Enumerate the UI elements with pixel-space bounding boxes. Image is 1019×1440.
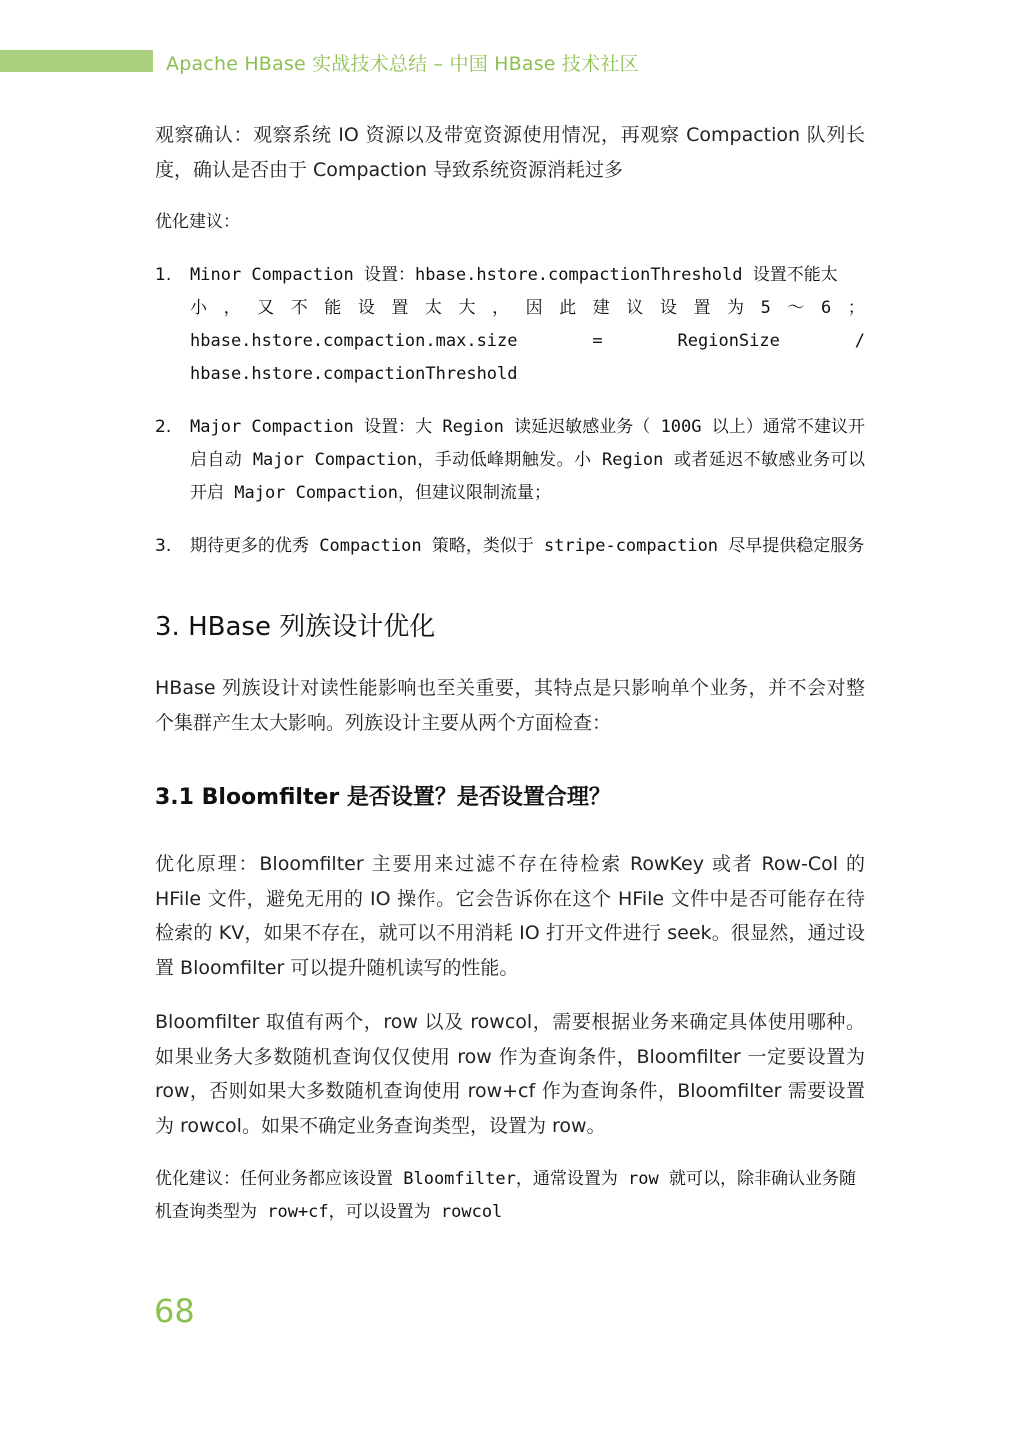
text-run: 置	[391, 298, 409, 318]
text-run: 太	[424, 298, 442, 318]
text-run: 设	[659, 298, 677, 318]
text-run: hbase.hstore.compaction.max.size	[190, 331, 518, 351]
suggestion-1-line-3	[190, 325, 865, 358]
observation-paragraph: 观察确认：观察系统 IO 资源以及带宽资源使用情况，再观察 Compaction 队列长度，确认是否由于 Compaction 导致系统资源消耗过多	[155, 124, 865, 181]
section-3-1-title: 3.1 Bloomfilter 是否设置？是否设置合理？	[155, 785, 611, 810]
suggestion-list	[155, 259, 865, 563]
list-item-number: 1.	[155, 265, 172, 285]
text-run: /	[854, 331, 865, 351]
text-run: 5	[760, 298, 771, 318]
page-number: 68	[154, 1292, 195, 1330]
bloomfilter-suggestion: 优化建议：任何业务都应该设置 Bloomfilter，通常设置为 row 就可以，除非确认业务随机查询类型为 row+cf，可以设置为 rowcol	[155, 1169, 856, 1222]
section-3-title: 3. HBase 列族设计优化	[155, 612, 436, 642]
text-run: 置	[693, 298, 711, 318]
text-run: 此	[559, 298, 577, 318]
suggestion-1-line-2	[190, 292, 865, 325]
suggestion-heading: 优化建议：	[155, 212, 240, 232]
text-run: 不	[290, 298, 308, 318]
list-item-number: 2.	[155, 417, 172, 437]
list-item	[155, 411, 865, 510]
text-run: 大	[458, 298, 476, 318]
text-run: ，	[492, 298, 510, 318]
text-run: 设	[357, 298, 375, 318]
principle-paragraph: 优化原理：Bloomfilter 主要用来过滤不存在待检索 RowKey 或者 Row-Col 的 HFile 文件，避免无用的 IO 操作。它会告诉你在这个 HFile 文件中是否可能存在待检索的 KV，如果不存在，就可以不用消耗 IO 打开文件进行 seek。很显然，通过设置 Bloomfilter 可以提升随机读写的性能。	[155, 853, 865, 979]
suggestion-3-text: 期待更多的优秀 Compaction 策略，类似于 stripe-compaction 尽早提供稳定服务	[190, 536, 865, 556]
text-run: RegionSize	[677, 331, 780, 351]
text-run: ；	[847, 298, 865, 318]
suggestion-1-line-1: Minor Compaction 设置：hbase.hstore.compactionThreshold 设置不能太	[190, 265, 838, 285]
text-run: 能	[324, 298, 342, 318]
text-run: 6	[820, 298, 832, 318]
list-item	[155, 530, 865, 563]
text-run: ，	[223, 298, 241, 318]
text-run: 议	[626, 298, 644, 318]
text-run: =	[592, 331, 603, 351]
list-item-number: 3.	[155, 536, 172, 556]
values-paragraph: Bloomfilter 取值有两个，row 以及 rowcol，需要根据业务来确定具体使用哪种。如果业务大多数随机查询仅仅使用 row 作为查询条件，Bloomfilter 一定要设置为 row，否则如果大多数随机查询使用 row+cf 作为查询条件，Bloomfilter 需要设置为 rowcol。如果不确定业务查询类型，设置为 row。	[155, 1011, 865, 1137]
text-run: 建	[592, 298, 610, 318]
text-run: 又	[257, 298, 275, 318]
suggestion-2-text: Major Compaction 设置：大 Region 读延迟敏感业务（ 100G 以上）通常不建议开启自动 Major Compaction，手动低峰期触发。小 Region 或者延迟不敏感业务可以开启 Major Compaction，但建议限制流量；	[190, 417, 865, 503]
suggestion-1-line-4: hbase.hstore.compactionThreshold	[190, 364, 518, 384]
text-run: ～	[787, 298, 805, 318]
running-header: Apache HBase 实战技术总结 – 中国 HBase 技术社区	[166, 53, 639, 75]
section-3-intro: HBase 列族设计对读性能影响也至关重要，其特点是只影响单个业务，并不会对整个集群产生太大影响。列族设计主要从两个方面检查：	[155, 677, 865, 734]
list-item	[155, 259, 865, 391]
text-run: 为	[727, 298, 744, 318]
text-run: 因	[525, 298, 543, 318]
page-content	[155, 118, 865, 1229]
header-accent-bar	[0, 50, 153, 72]
text-run: 小	[190, 298, 207, 318]
